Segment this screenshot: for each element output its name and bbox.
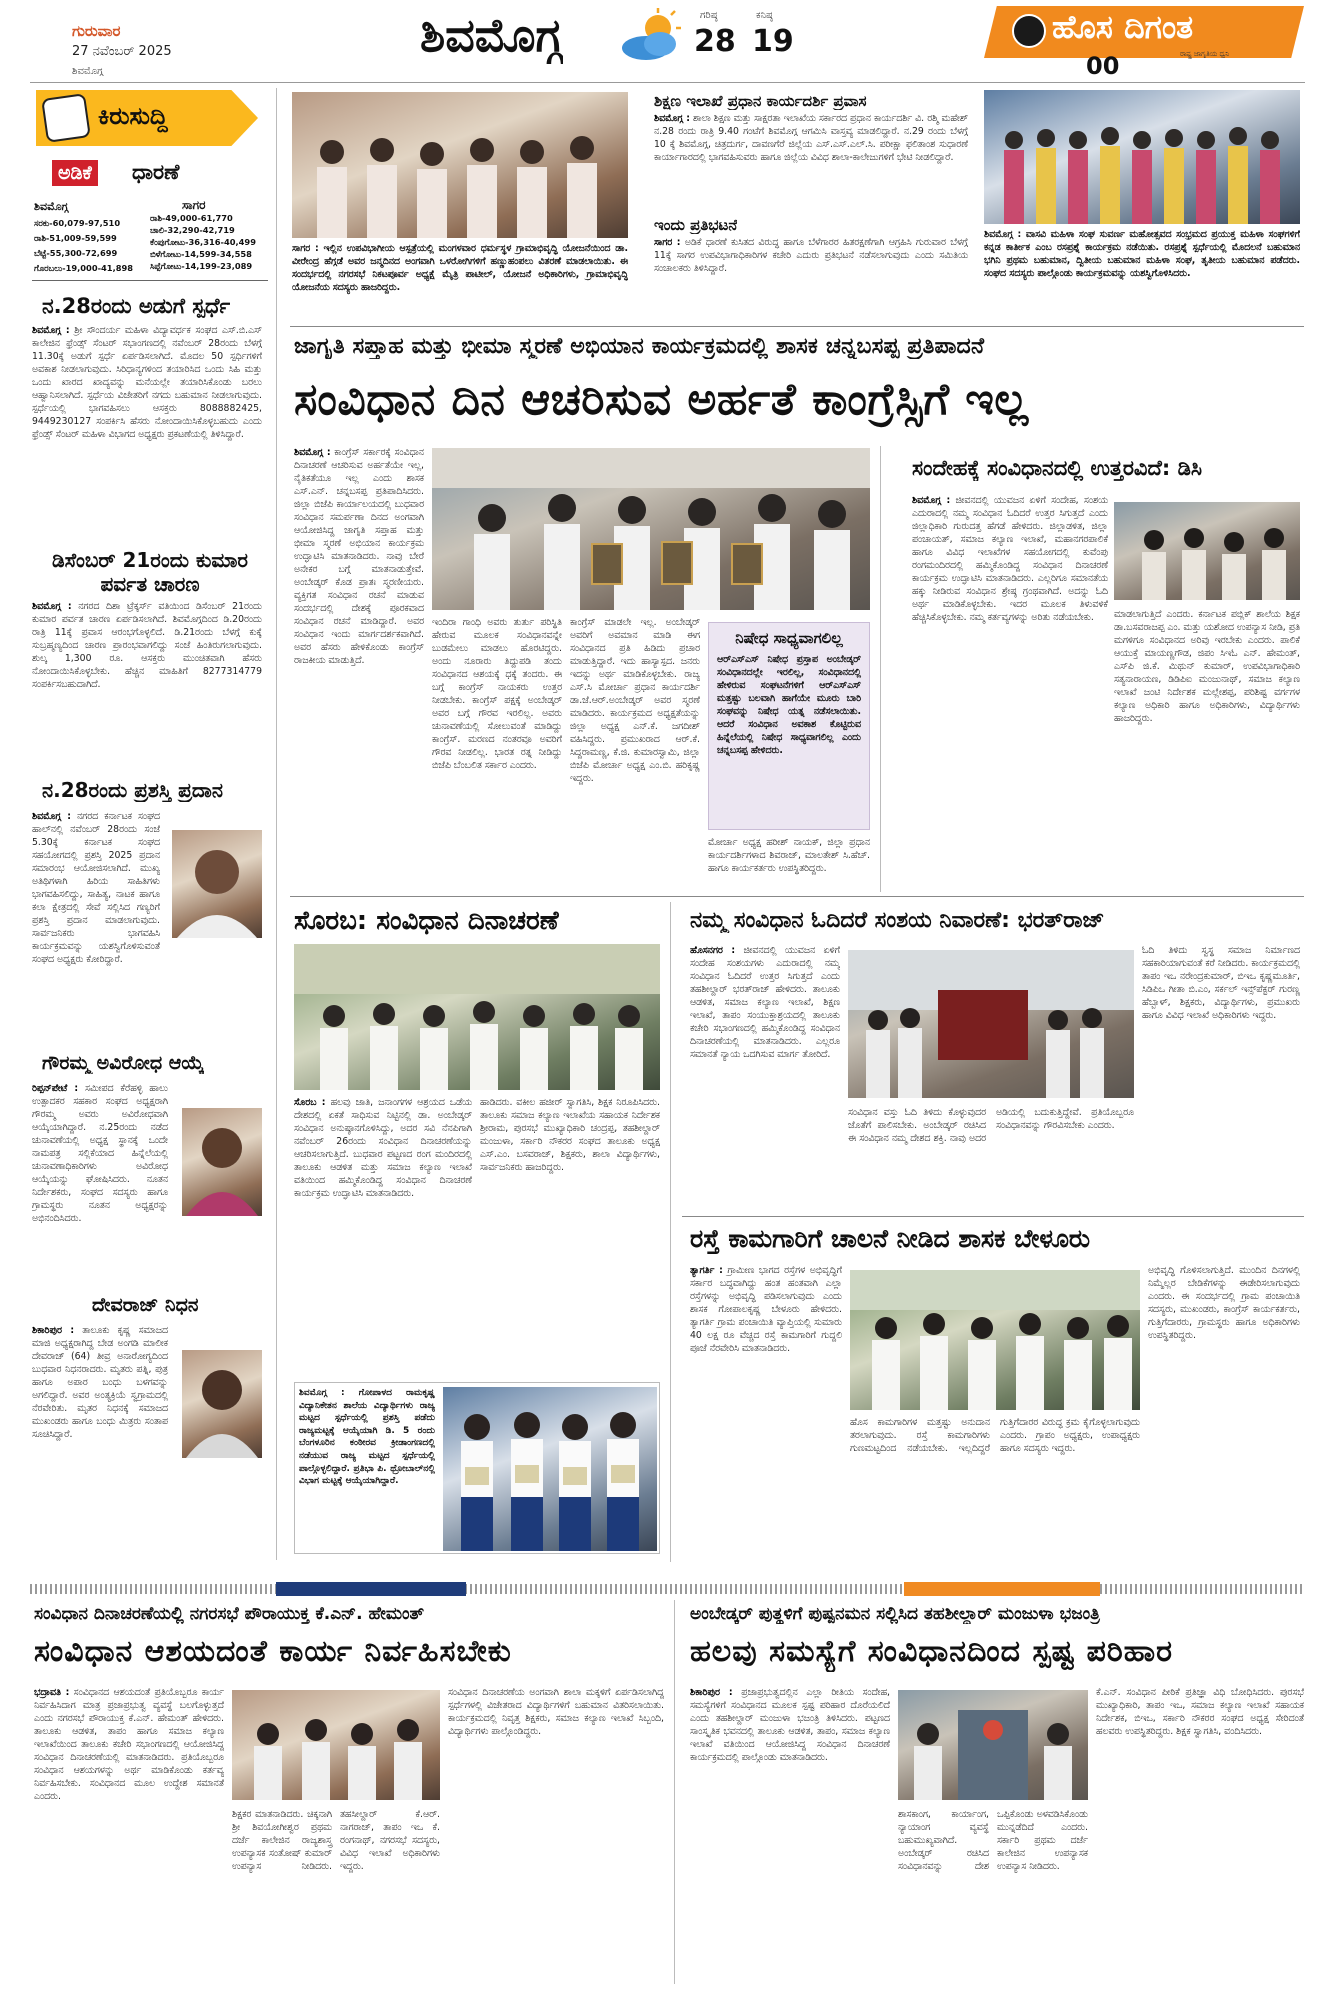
portrait-photo bbox=[182, 1350, 262, 1458]
dateline: ಸೊರಬ : bbox=[294, 1097, 326, 1108]
lead-photo bbox=[432, 448, 870, 610]
story-body: ಪ್ರಜಾಪ್ರಭುತ್ವದಲ್ಲಿನ ಎಲ್ಲಾ ರೀತಿಯ ಸಂದೇಹ, ಸಮಸ್ಯೆಗಳಿಗೆ ಸಂವಿಧಾನದ ಮೂಲಕ ಸ್ಪಷ್ಟ ಪರಿಹಾರ ದೊರೆಯಲಿದೆ ಎಂದು ತಹಶೀಲ್ದಾರ್ ಮಂಜುಳಾ ಭಜಂತ್ರಿ ತಿಳಿಸಿದರು. ಪಟ್ಟಣದ ಸಾಂಸ್ಕೃತಿಕ ಭವನದಲ್ಲಿ ತಾಲೂಕು ಆಡಳಿತ, ತಾಪಂ, ಸಮಾಜ ಕಲ್ಯಾಣ ಇಲಾಖೆ ವತಿಯಿಂದ ಆಯೋಜಿಸಿದ್ದ ಸಂವಿಧಾನ ದಿನಾಚರಣೆ ಕಾರ್ಯಕ್ರಮದಲ್ಲಿ ಪಾಲ್ಗೊಂಡು ಮಾತನಾಡಿದರು. bbox=[690, 1687, 890, 1763]
dateline: ಶಿವಮೊಗ್ಗ : bbox=[32, 811, 71, 822]
dateline: ಸಾಗರ : bbox=[654, 237, 681, 248]
sidebar-story-3 bbox=[32, 810, 160, 1046]
price-row: ರಾಶಿ-51,009-59,599 bbox=[34, 233, 117, 243]
column-divider bbox=[674, 1600, 675, 1984]
bottom-left-photo bbox=[232, 1690, 440, 1800]
sidebar-story-2 bbox=[32, 600, 262, 772]
story-body: ಕಾಂಗ್ರೆಸ್ ಮಾಡಲೇ ಇಲ್ಲ. ಅಂಬೇಡ್ಕರ್ ಅವರಿಗೆ ಅವಮಾನ ಮಾಡಿ ಈಗ ಸಂವಿಧಾನದ ಪ್ರತಿ ಹಿಡಿದು ಪ್ರಚಾರ ಮಾಡುತ್ತಿದ್ದಾರೆ. ಇದು ಹಾಸ್ಯಾಸ್ಪದ. ಜನರು ಇದನ್ನು ಅರ್ಥ ಮಾಡಿಕೊಳ್ಳಬೇಕು. ರಾಜ್ಯ ಎಸ್.ಸಿ ಮೋರ್ಚಾ ಪ್ರಧಾನ ಕಾರ್ಯದರ್ಶಿ ಡಾ.ಜೆ.ಆರ್.ಅಂಬೇಡ್ಕರ್ ಅವರ ಸ್ಮರಣೆ ಮಾಡಿದರು. ಕಾರ್ಯಕ್ರಮದ ಅಧ್ಯಕ್ಷತೆಯನ್ನು ಜಿಲ್ಲಾ ಅಧ್ಯಕ್ಷ ಎನ್.ಕೆ. ಜಗದೀಶ್ ವಹಿಸಿದ್ದರು. ಪ್ರಮುಖರಾದ ಆರ್.ಕೆ. ಸಿದ್ದರಾಮಣ್ಣ, ಕೆ.ಜಿ. ಕುಮಾರಸ್ವಾಮಿ, ಜಿಲ್ಲಾ ಬಿಜೆಪಿ ಮೋರ್ಚಾ ಅಧ್ಯಕ್ಷ ಎಂ.ಬಿ. ಹರಿಕೃಷ್ಣ ಇದ್ದರು. bbox=[570, 617, 700, 784]
sidebox-body: ಆರ್‌ಎಸ್‌ಎಸ್ ನಿಷೇಧ ಪ್ರಸ್ತಾಪ ಅಂಬೇಡ್ಕರ್ ಸಂವಿಧಾನದಲ್ಲೇ ಇರಲಿಲ್ಲ, ಸಂವಿಧಾನದಲ್ಲಿ ಹೇಳಿರುವ ಸಂಘಟನೆಗಳಿಗೆ ಆರ್‌ಎಸ್‌ಎಸ್ ಮತ್ತಷ್ಟು ಬಲವಾಗಿ ಹಾಗೆಯೇ ಮೂರು ಬಾರಿ ಸಂಘವನ್ನು ನಿಷೇಧ ಯತ್ನ ನಡೆಸಲಾಯಿತು. ಆದರೆ ಸಂವಿಧಾನ ಅವಕಾಶ ಕೊಟ್ಟಿರುವ ಹಿನ್ನೆಲೆಯಲ್ಲಿ ನಿಷೇಧ ಸಾಧ್ಯವಾಗಲಿಲ್ಲ ಎಂದು ಚನ್ನಬಸಪ್ಪ ಹೇಳಿದರು. bbox=[717, 654, 861, 756]
bottom-right-col-1 bbox=[690, 1686, 890, 1984]
portrait-photo bbox=[172, 830, 262, 938]
top-strip-rule bbox=[290, 326, 1304, 327]
story-body: ಹೊಸ ಕಾಮಗಾರಿಗಳ ಮತ್ತಷ್ಟು ಅನುದಾನ ತರಲಾಗುವುದು. ರಸ್ತೆ ಕಾಮಗಾರಿಗಳು ಗುಣಮಟ್ಟದಿಂದ ನಡೆಯಬೇಕು. ಇಲ್ಲದಿದ್ದರೆ ಗುತ್ತಿಗೆದಾರರ ವಿರುದ್ಧ ಕ್ರಮ ಕೈಗೊಳ್ಳಲಾಗುವುದು ಎಂದರು. ಗ್ರಾಪಂ ಅಧ್ಯಕ್ಷರು, ಉಪಾಧ್ಯಕ್ಷರು ಹಾಗೂ ಸದಸ್ಯರು ಇದ್ದರು. bbox=[850, 1417, 1140, 1454]
masthead-date: 27 ನವೆಂಬರ್ 2025 bbox=[72, 44, 172, 59]
soraba-headline: ಸೊರಬ: ಸಂವಿಧಾನ ದಿನಾಚರಣೆ bbox=[294, 906, 559, 936]
sidebar-story-5-title: ದೇವರಾಜ್ ನಿಧನ bbox=[92, 1294, 199, 1316]
sidebar-rule bbox=[32, 280, 268, 281]
dc-col-1 bbox=[912, 494, 1108, 888]
bottom-right-col-2 bbox=[898, 1808, 1088, 1984]
bharath-col-3 bbox=[1142, 944, 1300, 1212]
story-body: ಕೆ.ಎನ್. ಸಂವಿಧಾನ ಪೀಠಿಕೆ ಪ್ರತಿಜ್ಞಾ ವಿಧಿ ಬೋಧಿಸಿದರು. ಪುರಸಭೆ ಮುಖ್ಯಾಧಿಕಾರಿ, ತಾಪಂ ಇಒ, ಸಮಾಜ ಕಲ್ಯಾಣ ಇಲಾಖೆ ಸಹಾಯಕ ನಿರ್ದೇಶಕ, ಬಿಇಒ, ಸರ್ಕಾರಿ ನೌಕರರ ಸಂಘದ ಅಧ್ಯಕ್ಷ ಸೇರಿದಂತೆ ಹಲವರು ಉಪಸ್ಥಿತರಿದ್ದರು. ಶಿಕ್ಷಕ ಸ್ವಾಗತಿಸಿ, ವಂದಿಸಿದರು. bbox=[1096, 1687, 1304, 1737]
beluru-headline: ರಸ್ತೆ ಕಾಮಗಾರಿಗೆ ಚಾಲನೆ ನೀಡಿದ ಶಾಸಕ ಬೇಳೂರು bbox=[690, 1224, 1091, 1253]
bharath-photo bbox=[848, 950, 1134, 1098]
price-col2 bbox=[150, 212, 268, 272]
separator-accent-blue bbox=[276, 1582, 466, 1596]
story-body: ಜೀವನದಲ್ಲಿ ಯುವಜನ ಏಳಿಗೆ ಸಂದೇಹ, ಸಂಶಯ ಎದುರಾದಲ್ಲಿ ನಮ್ಮ ಸಂವಿಧಾನ ಓದಿದರೆ ಉತ್ತರ ಸಿಗುತ್ತದೆ ಎಂದು ಜಿಲ್ಲಾಧಿಕಾರಿ ಗುರುದತ್ತ ಹೆಗಡೆ ಹೇಳಿದರು. ಜಿಲ್ಲಾಡಳಿತ, ಜಿಲ್ಲಾ ಪಂಚಾಯತ್, ಸಮಾಜ ಕಲ್ಯಾಣ ಇಲಾಖೆ, ಮಹಾನಗರಪಾಲಿಕೆ ಹಾಗೂ ವಿವಿಧ ಇಲಾಖೆಗಳ ಸಹಯೋಗದಲ್ಲಿ ಕುವೆಂಪು ರಂಗಮಂದಿರದಲ್ಲಿ ಹಮ್ಮಿಕೊಂಡಿದ್ದ ಸಂವಿಧಾನ ದಿನಾಚರಣೆ ಕಾರ್ಯಕ್ರಮ ಉದ್ಘಾಟಿಸಿ ಮಾತನಾಡಿದರು. ಎಲ್ಲರಿಗೂ ಸಮಾನತೆಯ ಹಕ್ಕು ನೀಡಿರುವ ಸಂವಿಧಾನ ಶ್ರೇಷ್ಠ ಗ್ರಂಥವಾಗಿದೆ. ಅದನ್ನು ಓದಿ ಅರ್ಥ ಮಾಡಿಕೊಳ್ಳಬೇಕು. ಇದರ ಮೂಲಕ ತಿಳುವಳಿಕೆ ಹೆಚ್ಚಿಸಿಕೊಳ್ಳಬೇಕು. ನಮ್ಮ ಕರ್ತವ್ಯಗಳನ್ನು ಅರಿತು ನಡೆಯಬೇಕು. bbox=[912, 495, 1108, 623]
sidebox-title: ನಿಷೇಧ ಸಾಧ್ಯವಾಗಲಿಲ್ಲ bbox=[735, 629, 843, 647]
section-rule bbox=[290, 896, 1304, 897]
top-photo-1 bbox=[292, 92, 628, 238]
top-photo-2 bbox=[984, 90, 1300, 224]
story-body: ಅಡಿಕೆ ಧಾರಣೆ ಕುಸಿತದ ವಿರುದ್ಧ ಹಾಗೂ ಬೆಳೆಗಾರರ ಹಿತರಕ್ಷಣೆಗಾಗಿ ಆಗ್ರಹಿಸಿ ಗುರುವಾರ ಬೆಳಗ್ಗೆ 11ಕ್ಕೆ ಸಾಗರ ಉಪವಿಭಾಗಾಧಿಕಾರಿಗಳ ಕಚೇರಿ ಎದುರು ಪ್ರತಿಭಟನೆ ನಡೆಸಲಾಗುವುದು ಎಂದು ಸಮಿತಿಯ ಸಂಚಾಲಕರು ತಿಳಿಸಿದ್ದಾರೆ. bbox=[654, 237, 968, 274]
dateline: ಶಿವಮೊಗ್ಗ : bbox=[912, 495, 951, 506]
top-story-1 bbox=[654, 112, 968, 216]
price-row: ಸಿಪ್ಪೆಗೋಟು-14,199-23,089 bbox=[150, 261, 253, 271]
price-row: ಸರಕು-60,079-97,510 bbox=[34, 218, 121, 228]
beluru-photo bbox=[850, 1270, 1140, 1410]
lead-col-1 bbox=[294, 446, 424, 886]
top-photo-2-caption: ಶಿವಮೊಗ್ಗ : ವಾಸವಿ ಮಹಿಳಾ ಸಂಘ ಸುವರ್ಣ ಮಹೋತ್ಸವದ ಸಂಭ್ರಮದ ಪ್ರಯುಕ್ತ ಮಹಿಳಾ ಸಂಘಗಳಿಗೆ ಕನ್ನಡ ಕಾರ್ತೀಕ ಎಂಬ ರಸಪ್ರಶ್ನೆ ಕಾರ್ಯಕ್ರಮ ನಡೆಯಿತು. ರಸಪ್ರಶ್ನೆ ಸ್ಪರ್ಧೆಯಲ್ಲಿ ಮೊದಲನೆ ಬಹುಮಾನ ಭಗಿನಿ ಪ್ರಥಮ ಬಹುಮಾನ, ದ್ವಿತೀಯ ಬಹುಮಾನ ಮಹಿಳಾ ಸಂಘ, ತೃತೀಯ ಬಹುಮಾನ ಪಡೆದರು. ಸಂಘದ ಸದಸ್ಯರು ಪಾಲ್ಗೊಂಡು ಕಾರ್ಯಕ್ರಮವನ್ನು ಯಶಸ್ವಿಗೊಳಿಸಿದರು. bbox=[984, 229, 1300, 279]
price-col1-title: ಶಿವಮೊಗ್ಗ bbox=[34, 200, 69, 213]
story-body: ಮೋರ್ಚಾ ಅಧ್ಯಕ್ಷ ಹರೀಶ್ ನಾಯಕ್, ಜಿಲ್ಲಾ ಪ್ರಧಾನ ಕಾರ್ಯದರ್ಶಿಗಳಾದ ಶಿವರಾಜ್, ಮಾಲತೇಶ್ ಸಿ.ಹೆಚ್. ಹಾಗೂ ಕಾರ್ಯಕರ್ತರು ಉಪಸ್ಥಿತರಿದ್ದರು. bbox=[708, 837, 870, 874]
soraba-col-1 bbox=[294, 1096, 472, 1374]
column-divider bbox=[670, 902, 671, 1562]
soraba-col-2 bbox=[480, 1096, 660, 1374]
price-row: ಬಿಳೆಗೋಟು-14,599-34,558 bbox=[150, 249, 252, 259]
dc-photo bbox=[1114, 502, 1300, 600]
dateline: ಶಿವಮೊಗ್ಗ : bbox=[294, 447, 331, 458]
dc-col-2 bbox=[1114, 608, 1300, 888]
weather-icon bbox=[618, 8, 688, 64]
sidebar-story-1-title: ನ.28ರಂದು ಅಡುಗೆ ಸ್ಪರ್ಧೆ bbox=[42, 294, 231, 318]
dateline: ಶಿವಮೊಗ್ಗ : bbox=[32, 601, 72, 612]
award-photo bbox=[443, 1387, 657, 1551]
page-number: 00 bbox=[1086, 52, 1120, 80]
top-photo-1-caption: ಸಾಗರ : ಇಲ್ಲಿನ ಉಪವಿಭಾಗೀಯ ಆಸ್ಪತ್ರೆಯಲ್ಲಿ ಮಂಗಳವಾರ ಧರ್ಮಸ್ಥಳ ಗ್ರಾಮಾಭಿವೃದ್ಧಿ ಯೋಜನೆಯಿಂದ ಡಾ. ವೀರೇಂದ್ರ ಹೆಗ್ಗಡೆ ಅವರ ಜನ್ಮದಿನದ ಅಂಗವಾಗಿ ಒಳರೋಗಿಗಳಿಗೆ ಹಣ್ಣುಹಂಪಲು ವಿತರಣೆ ಮಾಡಲಾಯಿತು. ಈ ಸಂದರ್ಭದಲ್ಲಿ ನಗರಸಭೆ ನಿಕಟಪೂರ್ವ ಅಧ್ಯಕ್ಷೆ ಮೈತ್ರಿ ಪಾಟೀಲ್, ಯೋಜನೆ ಅಧಿಕಾರಿಗಳು, ಗ್ರಾಮಾಭಿವೃದ್ಧಿ ಯೋಜನೆಯ ಸದಸ್ಯರು ಹಾಜರಿದ್ದರು. bbox=[292, 243, 628, 293]
bottom-left-col-2 bbox=[232, 1808, 440, 1984]
dateline: ರಿಪ್ಪನ್‌ಪೇಟೆ : bbox=[32, 1083, 79, 1094]
story-body: ಇಂದಿರಾ ಗಾಂಧಿ ಅವರು ತುರ್ತು ಪರಿಸ್ಥಿತಿ ಹೇರುವ ಮೂಲಕ ಸಂವಿಧಾನವನ್ನೇ ಬುಡಮೇಲು ಮಾಡಲು ಹೊರಟಿದ್ದರು. ಅಂದು ನೂರಾರು ತಿದ್ದುಪಡಿ ತಂದು ಸಂವಿಧಾನದ ಆಶಯಕ್ಕೆ ಧಕ್ಕೆ ತಂದರು. ಈ ಬಗ್ಗೆ ಕಾಂಗ್ರೆಸ್ ನಾಯಕರು ಉತ್ತರ ನೀಡಬೇಕು. ಕಾಂಗ್ರೆಸ್ ಪಕ್ಷಕ್ಕೆ ಅಂಬೇಡ್ಕರ್ ಅವರ ಬಗ್ಗೆ ಗೌರವ ಇರಲಿಲ್ಲ. ಅವರು ಚುನಾವಣೆಯಲ್ಲಿ ಸೋಲುವಂತೆ ಮಾಡಿದ್ದು ಕಾಂಗ್ರೆಸ್. ಮರಣದ ನಂತರವೂ ಅವರಿಗೆ ಗೌರವ ನೀಡಲಿಲ್ಲ. ಭಾರತ ರತ್ನ ನೀಡಿದ್ದು ಬಿಜೆಪಿ ಬೆಂಬಲಿತ ಸರ್ಕಾರ ಎಂದರು. bbox=[432, 617, 562, 771]
paper-name: ಹೊಸ ದಿಗಂತ bbox=[1052, 8, 1194, 46]
award-text: ಶಿವಮೊಗ್ಗ : ಗೋಪಾಳದ ರಾಮಕೃಷ್ಣ ವಿದ್ಯಾನಿಕೇತನ ಶಾಲೆಯ ವಿದ್ಯಾರ್ಥಿಗಳು ರಾಜ್ಯ ಮಟ್ಟದ ಸ್ಪರ್ಧೆಯಲ್ಲಿ ಪ್ರಶಸ್ತಿ ಪಡೆದು ರಾಜ್ಯಮಟ್ಟಕ್ಕೆ ಆಯ್ಕೆಯಾಗಿ ಡಿ. 5 ರಂದು ಬೆಂಗಳೂರಿನ ಕಂಠೀರವ ಕ್ರೀಡಾಂಗಣದಲ್ಲಿ ನಡೆಯುವ ರಾಜ್ಯ ಮಟ್ಟದ ಸ್ಪರ್ಧೆಯಲ್ಲಿ ಪಾಲ್ಗೊಳ್ಳಲಿದ್ದಾರೆ. ಪ್ರತಿಭಾ ಪಿ. ಥ್ರೋಬಾಲ್‌ನಲ್ಲಿ ವಿಭಾಗ ಮಟ್ಟಕ್ಕೆ ಆಯ್ಕೆಯಾಗಿದ್ದಾರೆ. bbox=[299, 1388, 435, 1487]
sidebar-story-3-title: ನ.28ರಂದು ಪ್ರಶಸ್ತಿ ಪ್ರದಾನ bbox=[42, 778, 223, 802]
story-body: ಹಲವು ಜಾತಿ, ಜನಾಂಗಗಳ ಆಶ್ರಯದ ಒಡೆಯ ದೇಶದಲ್ಲಿ ಏಕತೆ ಸಾಧಿಸುವ ನಿಟ್ಟಿನಲ್ಲಿ ಡಾ. ಅಂಬೇಡ್ಕರ್ ಸಂವಿಧಾನ ಅನುಷ್ಠಾನಗೊಳಿಸಿದ್ದು, ಅದರ ಸವಿ ನೆನಪಿಗಾಗಿ ನವೆಂಬರ್ 26ರಂದು ಸಂವಿಧಾನ ದಿನಾಚರಣೆಯನ್ನು ಆಚರಿಸಲಾಗುತ್ತಿದೆ. ಬುಧವಾರ ಪಟ್ಟಣದ ರಂಗ ಮಂದಿರದಲ್ಲಿ ತಾಲೂಕು ಆಡಳಿತ ಮತ್ತು ಸಮಾಜ ಕಲ್ಯಾಣ ಇಲಾಖೆ ವತಿಯಿಂದ ಹಮ್ಮಿಕೊಂಡಿದ್ದ ಸಂವಿಧಾನ ದಿನಾಚರಣೆ ಕಾರ್ಯಕ್ರಮ ಉದ್ಘಾಟಿಸಿ ಮಾತನಾಡಿದರು. bbox=[294, 1097, 472, 1199]
award-box bbox=[294, 1382, 660, 1554]
price-row: ಚಾಲಿ-32,290-42,719 bbox=[150, 225, 235, 235]
story-body: ಶ್ರೀ ಸೌಂದರ್ಯ ಮಹಿಳಾ ವಿದ್ಯಾವರ್ಧಕ ಸಂಘದ ಎಸ್.ಬಿ.ಎಸ್ ಕಾಲೇಜಿನ ಫ್ರೆಂಡ್ಸ್ ಸೆಂಟರ್ ಸಭಾಂಗಣದಲ್ಲಿ ನವೆಂಬರ್ 28ರಂದು ಬೆಳಗ್ಗೆ 11.30ಕ್ಕೆ ಅಡುಗೆ ಸ್ಪರ್ಧೆ ಏರ್ಪಡಿಸಲಾಗಿದೆ. ಮೊದಲ 50 ಸ್ಪರ್ಧಿಗಳಿಗೆ ಅವಕಾಶ ನೀಡಲಾಗುವುದು. ಸಿರಿಧಾನ್ಯಗಳಿಂದ ತಯಾರಿಸಿದ ಒಂದು ಸಿಹಿ ಮತ್ತು ಒಂದು ಖಾರದ ಖಾದ್ಯವನ್ನು ಮನೆಯಲ್ಲೇ ತಯಾರಿಸಿಕೊಂಡು ಬರಲು ಆಹ್ವಾನಿಸಲಾಗಿದೆ. ಸ್ಪರ್ಧೆಯ ವಿಜೇತರಿಗೆ ನಗದು ಬಹುಮಾನ ನೀಡಲಾಗುವುದು. ಸ್ಪರ್ಧೆಯಲ್ಲಿ ಭಾಗವಹಿಸಲು ಆಸಕ್ತರು 8088882425, 9449230127 ಸಂಪರ್ಕಿಸಿ ಹೆಸರು ನೋಂದಾಯಿಸಿಕೊಳ್ಳಬಹುದು ಎಂದು ಫ್ರೆಂಡ್ಸ್ ಸೆಂಟರ್ ಮಹಿಳಾ ವಿಭಾಗದ ಅಧ್ಯಕ್ಷರು ಪ್ರಕಟಣೆಯಲ್ಲಿ ತಿಳಿಸಿದ್ದಾರೆ. bbox=[32, 325, 262, 440]
lead-sidebox bbox=[708, 622, 870, 830]
story-body: ಮಾಡಲಾಗುತ್ತಿದೆ ಎಂದರು. ಕರ್ನಾಟಕ ಪಬ್ಲಿಕ್ ಶಾಲೆಯ ಶಿಕ್ಷಕ ಡಾ.ಬಸವರಾಜಪ್ಪ ಎಂ. ಮತ್ತು ಯಶೋದ ಉಪನ್ಯಾಸ ನೀಡಿ, ಪ್ರತಿ ಮಗಳಿಗೂ ಸಂವಿಧಾನದ ಅರಿವು ಇರಬೇಕು ಎಂದರು. ಪಾಲಿಕೆ ಆಯುಕ್ತೆ ಮಾಯಣ್ಣಗೌಡ, ಜಿಪಂ ಸಿಇಓ ಎನ್. ಹೇಮಂತ್, ಎಸ್‌ಪಿ ಜಿ.ಕೆ. ಮಿಥುನ್ ಕುಮಾರ್, ಉಪವಿಭಾಗಾಧಿಕಾರಿ ಸತ್ಯನಾರಾಯಣ, ಡಿಡಿಪಿಐ ಮಂಜುನಾಥ್, ಸಮಾಜ ಕಲ್ಯಾಣ ಇಲಾಖೆ ಜಂಟಿ ನಿರ್ದೇಶಕ ಮಲ್ಲೇಶಪ್ಪ, ಪರಿಶಿಷ್ಟ ವರ್ಗಗಳ ಕಲ್ಯಾಣ ಅಧಿಕಾರಿ ಹಾಗೂ ಅಧಿಕಾರಿಗಳು, ವಿದ್ಯಾರ್ಥಿಗಳು ಹಾಜರಿದ್ದರು. bbox=[1114, 609, 1300, 724]
lead-headline: ಸಂವಿಧಾನ ದಿನ ಆಚರಿಸುವ ಅರ್ಹತೆ ಕಾಂಗ್ರೆಸ್ಸಿಗೆ ಇಲ್ಲ bbox=[294, 374, 1029, 425]
dateline: ಶಿವಮೊಗ್ಗ : bbox=[654, 113, 690, 124]
story-body: ಜೀವನದಲ್ಲಿ ಯುವಜನ ಏಳಿಗೆ ಸಂದೇಹ ಸಂಶಯಗಳು ಎದುರಾದಲ್ಲಿ ನಮ್ಮ ಸಂವಿಧಾನ ಓದಿದರೆ ಉತ್ತರ ಸಿಗುತ್ತದೆ ಎಂದು ತಹಶೀಲ್ದಾರ್ ಭರತ್‌ರಾಜ್ ಹೇಳಿದರು. ತಾಲೂಕು ಆಡಳಿತ, ಸಮಾಜ ಕಲ್ಯಾಣ ಇಲಾಖೆ, ಶಿಕ್ಷಣ ಇಲಾಖೆ, ತಾಪಂ ಸಂಯುಕ್ತಾಶ್ರಯದಲ್ಲಿ ತಾಲೂಕು ಕಚೇರಿ ಸಭಾಂಗಣದಲ್ಲಿ ಹಮ್ಮಿಕೊಂಡಿದ್ದ ಸಂವಿಧಾನ ದಿನಾಚರಣೆಯಲ್ಲಿ ಮಾತನಾಡಿದರು. ಎಲ್ಲರೂ ಸಮಾನತೆ ನ್ಯಾಯ ಒದಗಿಸುವ ಮಾರ್ಗ ತೋರಿದೆ. bbox=[690, 945, 840, 1060]
price-col2-title: ಸಾಗರ bbox=[182, 198, 206, 212]
top-story-1-title: ಶಿಕ್ಷಣ ಇಲಾಖೆ ಪ್ರಧಾನ ಕಾರ್ಯದರ್ಶಿ ಪ್ರವಾಸ bbox=[654, 92, 867, 110]
top-story-2 bbox=[654, 236, 968, 318]
story-body: ಹಾಡಿದರು. ವಕೀಲ ಹಜೀರ್ ಸ್ವಾಗತಿಸಿ, ಶಿಕ್ಷಕ ನಿರೂಪಿಸಿದರು. ತಾಲೂಕು ಸಮಾಜ ಕಲ್ಯಾಣ ಇಲಾಖೆಯ ಸಹಾಯಕ ನಿರ್ದೇಶಕ ಶ್ರೀರಾಮ, ಪುರಸಭೆ ಮುಖ್ಯಾಧಿಕಾರಿ ಚಂದ್ರಪ್ಪ, ತಹಶೀಲ್ದಾರ್ ಮಂಜುಳಾ, ಸರ್ಕಾರಿ ನೌಕರರ ಸಂಘದ ತಾಲೂಕು ಅಧ್ಯಕ್ಷ ಎಸ್.ಎಂ. ಬಸವರಾಜ್, ಶಿಕ್ಷಕರು, ಶಾಲಾ ವಿದ್ಯಾರ್ಥಿಗಳು, ಸಾರ್ವಜನಿಕರು ಹಾಜರಿದ್ದರು. bbox=[480, 1097, 660, 1173]
paper-logo-icon bbox=[1012, 14, 1046, 48]
adike-label: ಅಡಿಕೆ bbox=[52, 160, 98, 186]
dateline: ಶಿವಮೊಗ್ಗ : bbox=[32, 325, 70, 336]
dateline: ಭದ್ರಾವತಿ : bbox=[34, 1687, 70, 1698]
masthead-city: ಶಿವಮೊಗ್ಗ bbox=[420, 8, 563, 62]
story-body: ಗ್ರಾಮೀಣ ಭಾಗದ ರಸ್ತೆಗಳ ಅಭಿವೃದ್ಧಿಗೆ ಸರ್ಕಾರ ಬದ್ಧವಾಗಿದ್ದು ಹಂತ ಹಂತವಾಗಿ ಎಲ್ಲಾ ರಸ್ತೆಗಳನ್ನು ಅಭಿವೃದ್ಧಿ ಪಡಿಸಲಾಗುವುದು ಎಂದು ಶಾಸಕ ಗೋಪಾಲಕೃಷ್ಣ ಬೇಳೂರು ಹೇಳಿದರು. ತ್ಯಾಗರ್ತಿ ಗ್ರಾಮ ಪಂಚಾಯಿತಿ ವ್ಯಾಪ್ತಿಯಲ್ಲಿ ಸುಮಾರು 40 ಲಕ್ಷ ರೂ ವೆಚ್ಚದ ರಸ್ತೆ ಕಾಮಗಾರಿಗೆ ಗುದ್ದಲಿ ಪೂಜೆ ನೆರವೇರಿಸಿ ಮಾತನಾಡಿದರು. bbox=[690, 1265, 842, 1354]
price-col1 bbox=[34, 216, 150, 276]
bottom-right-kicker: ಅಂಬೇಡ್ಕರ್ ಪುತ್ಥಳಿಗೆ ಪುಷ್ಪನಮನ ಸಲ್ಲಿಸಿದ ತಹಶೀಲ್ದಾರ್ ಮಂಜುಳಾ ಭಜಂತ್ರಿ bbox=[690, 1604, 1100, 1624]
lead-col-2 bbox=[432, 616, 562, 888]
story-body: ಕಾಂಗ್ರೆಸ್ ಸರ್ಕಾರಕ್ಕೆ ಸಂವಿಧಾನ ದಿನಾಚರಣೆ ಆಚರಿಸುವ ಅರ್ಹತೆಯೇ ಇಲ್ಲ, ನೈತಿಕತೆಯೂ ಇಲ್ಲ ಎಂದು ಶಾಸಕ ಎಸ್.ಎನ್. ಚನ್ನಬಸಪ್ಪ ಪ್ರತಿಪಾದಿಸಿದರು. ಜಿಲ್ಲಾ ಬಿಜೆಪಿ ಕಾರ್ಯಾಲಯದಲ್ಲಿ ಬುಧವಾರ ಸಂವಿಧಾನ ಸಮರ್ಪಣಾ ದಿನದ ಅಂಗವಾಗಿ ಆಯೋಜಿಸಿದ್ದ ಜಾಗೃತಿ ಸಪ್ತಾಹ ಮತ್ತು ಭೀಮಾ ಸ್ಮರಣೆ ಅಭಿಯಾನ ಕಾರ್ಯಕ್ರಮ ಉದ್ಘಾಟಿಸಿ ಮಾತನಾಡಿದರು. ನಾವು ಬೇರೆ ಅನೇಕರ ಬಗ್ಗೆ ಮಾತನಾಡುತ್ತೇವೆ. ಅಂಬೇಡ್ಕರ್ ಕೊಡ ಪ್ರಾತಃ ಸ್ಮರಣೀಯರು. ವ್ಯಕ್ತಿಗತ ಸಂವಿಧಾನ ರಚನೆ ಮಾಡುವ ಸಂದರ್ಭದಲ್ಲಿ ದೇಶಕ್ಕೆ ಪೂರಕವಾದ ಸಂವಿಧಾನ ರಚನೆ ಮಾಡಿದ್ದಾರೆ. ಅವರ ಸಂವಿಧಾನ ಇಂದು ಮಾರ್ಗದರ್ಶಕವಾಗಿದೆ. ಅವರ ಹೆಸರು ಹೇಳಿಕೊಂಡು ಕಾಂಗ್ರೆಸ್ ರಾಜಕೀಯ ಮಾಡುತ್ತಿದೆ. bbox=[294, 447, 424, 666]
section-rule bbox=[682, 1216, 1304, 1217]
bottom-right-headline: ಹಲವು ಸಮಸ್ಯೆಗೆ ಸಂವಿಧಾನದಿಂದ ಸ್ಪಷ್ಟ ಪರಿಹಾರ bbox=[690, 1634, 1174, 1669]
dc-headline: ಸಂದೇಹಕ್ಕೆ ಸಂವಿಧಾನದಲ್ಲಿ ಉತ್ತರವಿದೆ: ಡಿಸಿ bbox=[912, 456, 1202, 480]
story-body: ಓದಿ ತಿಳಿದು ಸ್ವಸ್ಥ ಸಮಾಜ ನಿರ್ಮಾಣದ ಸಹಕಾರಿಯಾಗುವಂತೆ ಕರೆ ನೀಡಿದರು. ಕಾರ್ಯಕ್ರಮದಲ್ಲಿ ತಾಪಂ ಇಒ ನರೇಂದ್ರಕುಮಾರ್, ಬಿಇಒ ಕೃಷ್ಣಮೂರ್ತಿ, ಸಿಡಿಪಿಒ ಗೀತಾ ಬಿ.ಎಂ, ಸರ್ಕಲ್ ಇನ್ಸ್‌ಪೆಕ್ಟರ್ ಗುರಣ್ಣ ಹೆಬ್ಬಾಳ್, ಶಿಕ್ಷಕರು, ವಿದ್ಯಾರ್ಥಿಗಳು, ಪ್ರಮುಖರು ಹಾಗೂ ವಿವಿಧ ಇಲಾಖೆ ಅಧಿಕಾರಿಗಳು ಇದ್ದರು. bbox=[1142, 945, 1300, 1021]
portrait-photo bbox=[182, 1108, 262, 1216]
bottom-left-kicker: ಸಂವಿಧಾನ ದಿನಾಚರಣೆಯಲ್ಲಿ ನಗರಸಭೆ ಪೌರಾಯುಕ್ತ ಕೆ.ಎನ್. ಹೇಮಂತ್ bbox=[34, 1604, 425, 1624]
bottom-left-col-3 bbox=[448, 1686, 664, 1984]
beluru-col-3 bbox=[1148, 1264, 1300, 1554]
story-body: ಸಂವಿಧಾನ ವಸ್ತು ಓದಿ ತಿಳಿದು ಕೊಳ್ಳುವುದರ ಜೊತೆಗೆ ಪಾಲಿಸಬೇಕು. ಅಂಬೇಡ್ಕರ್ ರಚಿಸಿದ ಈ ಸಂವಿಧಾನ ನಮ್ಮ ದೇಶದ ಶಕ್ತಿ. ನಾವು ಅದರ ಅಡಿಯಲ್ಲಿ ಬದುಕುತ್ತಿದ್ದೇವೆ. ಪ್ರತಿಯೊಬ್ಬರೂ ಸಂವಿಧಾನವನ್ನು ಗೌರವಿಸಬೇಕು ಎಂದರು. bbox=[848, 1107, 1134, 1144]
min-temp-label: ಕನಿಷ್ಠ bbox=[756, 10, 773, 21]
lead-col-3 bbox=[570, 616, 700, 888]
story-body: ಶಾಸಕಾಂಗ, ಕಾರ್ಯಾಂಗ, ನ್ಯಾಯಾಂಗ ವ್ಯವಸ್ಥೆ ಬಹುಮುಖ್ಯವಾಗಿದೆ. ಅಂಬೇಡ್ಕರ್ ರಚಿಸಿದ ಸಂವಿಧಾನವನ್ನು ದೇಶ ಒಪ್ಪಿಕೊಂಡು ಅಳವಡಿಸಿಕೊಂಡು ಮುನ್ನಡೆದಿದೆ ಎಂದರು. ಸರ್ಕಾರಿ ಪ್ರಥಮ ದರ್ಜೆ ಕಾಲೇಜಿನ ಉಪನ್ಯಾಸಕ ಉಪನ್ಯಾಸ ನೀಡಿದರು. bbox=[898, 1809, 1088, 1872]
bottom-right-col-3 bbox=[1096, 1686, 1304, 1984]
lead-kicker: ಜಾಗೃತಿ ಸಪ್ತಾಹ ಮತ್ತು ಭೀಮಾ ಸ್ಮರಣೆ ಅಭಿಯಾನ ಕಾರ್ಯಕ್ರಮದಲ್ಲಿ ಶಾಸಕ ಚನ್ನಬಸಪ್ಪ ಪ್ರತಿಪಾದನೆ bbox=[294, 334, 985, 359]
beluru-col-1 bbox=[690, 1264, 842, 1554]
column-divider bbox=[880, 446, 881, 892]
bharath-col-1 bbox=[690, 944, 840, 1212]
story-body: ಶಿಕ್ಷಕರ ಮಾತನಾಡಿದರು. ಚಿಕ್ಕನಾಗಿ ಶ್ರೀ ಶಿವಯೋಗೀಶ್ವರ ಪ್ರಥಮ ದರ್ಜೆ ಕಾಲೇಜಿನ ರಾಜ್ಯಶಾಸ್ತ್ರ ಉಪನ್ಯಾಸಕ ಸಂತೋಷ್ ಕುಮಾರ್ ಉಪನ್ಯಾಸ ನೀಡಿದರು. ತಹಸೀಲ್ದಾರ್ ಕೆ.ಆರ್. ನಾಗರಾಜ್, ತಾಪಂ ಇಒ ಕೆ. ರಂಗನಾಥ್, ನಗರಸಭೆ ಸದಸ್ಯರು, ವಿವಿಧ ಇಲಾಖೆ ಅಧಿಕಾರಿಗಳು ಇದ್ದರು. bbox=[232, 1809, 440, 1872]
top-story-2-title: ಇಂದು ಪ್ರತಿಭಟನೆ bbox=[654, 216, 738, 234]
soraba-photo bbox=[294, 944, 660, 1090]
masthead bbox=[0, 0, 1335, 80]
story-body: ಸಂವಿಧಾನ ದಿನಾಚರಣೆಯ ಅಂಗವಾಗಿ ಶಾಲಾ ಮಕ್ಕಳಿಗೆ ಏರ್ಪಡಿಸಲಾಗಿದ್ದ ಸ್ಪರ್ಧೆಗಳಲ್ಲಿ ವಿಜೇತರಾದ ವಿದ್ಯಾರ್ಥಿಗಳಿಗೆ ಬಹುಮಾನ ವಿತರಿಸಲಾಯಿತು. ಕಾರ್ಯಕ್ರಮದಲ್ಲಿ ನಿವೃತ್ತ ಶಿಕ್ಷಕರು, ಸಮಾಜ ಕಲ್ಯಾಣ ಇಲಾಖೆ ಸಿಬ್ಬಂದಿ, ವಿದ್ಯಾರ್ಥಿಗಳು ಪಾಲ್ಗೊಂಡಿದ್ದರು. bbox=[448, 1687, 664, 1737]
story-body: ನಗರದ ದಿಶಾ ಟ್ರೆಕ್ಕರ್ಸ್ ವತಿಯಿಂದ ಡಿಸೆಂಬರ್ 21ರಂದು ಕುಮಾರ ಪರ್ವತ ಚಾರಣ ಏರ್ಪಡಿಸಲಾಗಿದೆ. ಶಿವಮೊಗ್ಗದಿಂದ ಡಿ.20ರಂದು ರಾತ್ರಿ 11ಕ್ಕೆ ಪ್ರವಾಸ ಆರಂಭಗೊಳ್ಳಲಿದೆ. ಡಿ.21ರಂದು ಬೆಳಗ್ಗೆ ಕುಕ್ಕೆ ಸುಬ್ರಹ್ಮಣ್ಯದಿಂದ ಚಾರಣ ಪ್ರಾರಂಭವಾಗಲಿದ್ದು ಸಂಜೆ ಹಿಂತಿರುಗಲಾಗುವುದು. ಶುಲ್ಕ 1,300 ರೂ. ಆಸಕ್ತರು ಮುಂಚಿತವಾಗಿ ಹೆಸರು ನೋಂದಾಯಿಸಿಕೊಳ್ಳಬೇಕು. ಹೆಚ್ಚಿನ ಮಾಹಿತಿಗೆ 8277314779 ಸಂಪರ್ಕಿಸಬಹುದಾಗಿದೆ. bbox=[32, 601, 262, 690]
price-row: ಗೊರಬಲು-19,000-41,898 bbox=[34, 263, 134, 273]
dateline: ಶಿಕಾರಿಪುರ : bbox=[32, 1325, 75, 1336]
masthead-rule bbox=[30, 82, 1305, 83]
bharath-headline: ನಮ್ಮ ಸಂವಿಧಾನ ಓದಿದರೆ ಸಂಶಯ ನಿವಾರಣೆ: ಭರತ್‌ರಾಜ್ bbox=[690, 908, 1105, 933]
story-body: ಅಭಿವೃದ್ಧಿ ಗೊಳಿಸಲಾಗುತ್ತಿದೆ. ಮುಂದಿನ ದಿನಗಳಲ್ಲಿ ನಿಮ್ಮೆಲ್ಲರ ಬೇಡಿಕೆಗಳನ್ನು ಈಡೇರಿಸಲಾಗುವುದು ಎಂದರು. ಈ ಸಂದರ್ಭದಲ್ಲಿ ಗ್ರಾಮ ಪಂಚಾಯಿತಿ ಸದಸ್ಯರು, ಮುಖಂಡರು, ಕಾಂಗ್ರೆಸ್ ಕಾರ್ಯಕರ್ತರು, ಗುತ್ತಿಗೆದಾರರು, ಗ್ರಾಮಸ್ಥರು ಹಾಗೂ ಅಧಿಕಾರಿಗಳು ಉಪಸ್ಥಿತರಿದ್ದರು. bbox=[1148, 1265, 1300, 1341]
bharath-col-2 bbox=[848, 1106, 1134, 1212]
kirusuddi-label: ಕಿರುಸುದ್ದಿ bbox=[98, 102, 168, 130]
bottom-left-headline: ಸಂವಿಧಾನ ಆಶಯದಂತೆ ಕಾರ್ಯ ನಿರ್ವಹಿಸಬೇಕು bbox=[34, 1634, 512, 1669]
lead-col-4 bbox=[708, 836, 870, 888]
sidebar-story-2-title: ಡಿಸೆಂಬರ್ 21ರಂದು ಕುಮಾರ ಪರ್ವತ ಚಾರಣ bbox=[52, 548, 248, 596]
dateline: ಶಿಕಾರಿಪುರ : bbox=[690, 1687, 733, 1698]
max-temp-label: ಗರಿಷ್ಠ bbox=[700, 10, 718, 21]
story-body: ನಗರದ ಕರ್ನಾಟಕ ಸಂಘದ ಹಾಲ್‌ನಲ್ಲಿ ನವೆಂಬರ್ 28ರಂದು ಸಂಜೆ 5.30ಕ್ಕೆ ಕರ್ನಾಟಕ ಸಂಘದ ಸಹಯೋಗದಲ್ಲಿ ಪ್ರಶಸ್ತಿ 2025 ಪ್ರದಾನ ಸಮಾರಂಭ ಆಯೋಜಿಸಲಾಗಿದೆ. ಮುಖ್ಯ ಅತಿಥಿಗಳಾಗಿ ಹಿರಿಯ ಸಾಹಿತಿಗಳು ಭಾಗವಹಿಸಲಿದ್ದು, ಸಾಹಿತ್ಯ, ನಾಟಕ ಹಾಗೂ ಕಲಾ ಕ್ಷೇತ್ರದಲ್ಲಿ ಸೇವೆ ಸಲ್ಲಿಸಿದ ಗಣ್ಯರಿಗೆ ಪ್ರಶಸ್ತಿ ಪ್ರದಾನ ಮಾಡಲಾಗುವುದು. ಸಾರ್ವಜನಿಕರು ಭಾಗವಹಿಸಿ ಕಾರ್ಯಕ್ರಮವನ್ನು ಯಶಸ್ವಿಗೊಳಿಸುವಂತೆ ಸಂಘದ ಅಧ್ಯಕ್ಷರು ಕೋರಿದ್ದಾರೆ. bbox=[32, 811, 160, 965]
dharane-label: ಧಾರಣೆ bbox=[132, 160, 180, 184]
dateline: ತ್ಯಾಗರ್ತಿ : bbox=[690, 1265, 723, 1276]
paper-tagline: ರಾಷ್ಟ್ರ ಜಾಗೃತಿಯ ಧ್ವನಿ bbox=[1180, 50, 1230, 58]
separator-accent-orange bbox=[904, 1582, 1100, 1596]
masthead-edition: ಶಿವಮೊಗ್ಗ bbox=[72, 66, 104, 77]
story-body: ಸಮೀಪದ ಕೆರೆಹಳ್ಳಿ ಹಾಲು ಉತ್ಪಾದಕರ ಸಹಕಾರ ಸಂಘದ ಅಧ್ಯಕ್ಷರಾಗಿ ಗೌರಮ್ಮ ಅವರು ಅವಿರೋಧವಾಗಿ ಆಯ್ಕೆಯಾಗಿದ್ದಾರೆ. ನ.25ರಂದು ನಡೆದ ಚುನಾವಣೆಯಲ್ಲಿ ಅಧ್ಯಕ್ಷ ಸ್ಥಾನಕ್ಕೆ ಒಂದೇ ನಾಮಪತ್ರ ಸಲ್ಲಿಕೆಯಾದ ಹಿನ್ನೆಲೆಯಲ್ಲಿ ಚುನಾವಣಾಧಿಕಾರಿಗಳು ಅವಿರೋಧ ಆಯ್ಕೆಯನ್ನು ಘೋಷಿಸಿದರು. ನೂತನ ನಿರ್ದೇಶಕರು, ಸಂಘದ ಸದಸ್ಯರು ಹಾಗೂ ಗ್ರಾಮಸ್ಥರು ನೂತನ ಅಧ್ಯಕ್ಷರನ್ನು ಅಭಿನಂದಿಸಿದರು. bbox=[32, 1083, 168, 1224]
min-temp: 19 bbox=[752, 24, 794, 59]
price-row: ರಾಶಿ-49,000-61,770 bbox=[150, 213, 233, 223]
beluru-col-2 bbox=[850, 1416, 1140, 1554]
sidebar bbox=[32, 88, 268, 1568]
story-body: ತಾಲೂಕು ಕೃಷ್ಣ ಸಮಾಜದ ಮಾಜಿ ಅಧ್ಯಕ್ಷರಾಗಿದ್ದ ಬೇಡ ಅಂಗಡಿ ಮಾಲೀಕ ದೇವರಾಜ್ (64) ತೀವ್ರ ಅನಾರೋಗ್ಯದಿಂದ ಬುಧವಾರ ನಿಧನರಾದರು. ಮೃತರು ಪತ್ನಿ, ಪುತ್ರ ಹಾಗೂ ಅಪಾರ ಬಂಧು ಬಳಗವನ್ನು ಅಗಲಿದ್ದಾರೆ. ಅವರ ಅಂತ್ಯಕ್ರಿಯೆ ಸ್ವಗ್ರಾಮದಲ್ಲಿ ನೆರವೇರಿತು. ಮೃತರ ನಿಧನಕ್ಕೆ ಸಮಾಜದ ಮುಖಂಡರು ಹಾಗೂ ಬಂಧು ಮಿತ್ರರು ಸಂತಾಪ ಸೂಚಿಸಿದ್ದಾರೆ. bbox=[32, 1325, 168, 1440]
story-body: ಶಾಲಾ ಶಿಕ್ಷಣ ಮತ್ತು ಸಾಕ್ಷರತಾ ಇಲಾಖೆಯ ಸರ್ಕಾರದ ಪ್ರಧಾನ ಕಾರ್ಯದರ್ಶಿ ವಿ. ರಶ್ಮಿ ಮಹೇಶ್ ನ.28 ರಂದು ರಾತ್ರಿ 9.40 ಗಂಟೆಗೆ ಶಿವಮೊಗ್ಗ ಆಗಮಿಸಿ ವಾಸ್ತವ್ಯ ಮಾಡಲಿದ್ದಾರೆ. ನ.29 ರಂದು ಬೆಳಗ್ಗೆ 10 ಕ್ಕೆ ಶಿವಮೊಗ್ಗ, ಚಿತ್ರದುರ್ಗ, ದಾವಣಗೆರೆ ಜಿಲ್ಲೆಯ ಎಸ್.ಎಸ್.ಎಲ್.ಸಿ. ಪರೀಕ್ಷಾ ಫಲಿತಾಂಶ ಸುಧಾರಣೆ ಕಾರ್ಯಾಗಾರದಲ್ಲಿ ಭಾಗವಹಿಸುವರು ಹಾಗೂ ಜಿಲ್ಲೆಯ ವಿವಿಧ ಶಾಲಾ-ಕಾಲೇಜುಗಳಿಗೆ ಭೇಟಿ ನೀಡಲಿದ್ದಾರೆ. bbox=[654, 113, 968, 163]
price-row: ಕೆಂಪುಗೋಟು-36,316-40,499 bbox=[150, 237, 256, 247]
hand-icon bbox=[41, 93, 91, 143]
bottom-left-col-1 bbox=[34, 1686, 224, 1984]
story-body: ಸಂವಿಧಾನದ ಆಶಯದಂತೆ ಪ್ರತಿಯೊಬ್ಬರೂ ಕಾರ್ಯ ನಿರ್ವಹಿಸಿದಾಗ ಮಾತ್ರ ಪ್ರಜಾಪ್ರಭುತ್ವ ವ್ಯವಸ್ಥೆ ಬಲಗೊಳ್ಳುತ್ತದೆ ಎಂದು ನಗರಸಭೆ ಪೌರಾಯುಕ್ತ ಕೆ.ಎನ್. ಹೇಮಂತ್ ಹೇಳಿದರು. ತಾಲೂಕು ಆಡಳಿತ, ತಾಪಂ ಹಾಗೂ ಸಮಾಜ ಕಲ್ಯಾಣ ಇಲಾಖೆಯಿಂದ ತಾಲೂಕು ಕಚೇರಿ ಸಭಾಂಗಣದಲ್ಲಿ ಆಯೋಜಿಸಿದ್ದ ಸಂವಿಧಾನ ದಿನಾಚರಣೆಯಲ್ಲಿ ಮಾತನಾಡಿದರು. ಪ್ರತಿಯೊಬ್ಬರೂ ಸಂವಿಧಾನ ಆಶಯಗಳನ್ನು ಅರ್ಥ ಮಾಡಿಕೊಂಡು ಕರ್ತವ್ಯ ನಿರ್ವಹಿಸಬೇಕು. ಸಂವಿಧಾನದ ಮೂಲ ಉದ್ದೇಶ ಸಮಾನತೆ ಎಂದರು. bbox=[34, 1687, 224, 1802]
price-row: ಬೆಟ್ಟೆ-55,300-72,699 bbox=[34, 248, 118, 258]
dateline: ಹೊಸನಗರ : bbox=[690, 945, 736, 956]
sidebar-story-5 bbox=[32, 1324, 168, 1564]
sidebar-story-1 bbox=[32, 324, 262, 546]
sidebar-divider bbox=[276, 88, 277, 1560]
section-separator bbox=[30, 1584, 1304, 1594]
max-temp: 28 bbox=[694, 24, 736, 59]
masthead-day: ಗುರುವಾರ bbox=[72, 22, 121, 40]
bottom-right-photo bbox=[898, 1690, 1088, 1800]
sidebar-story-4-title: ಗೌರಮ್ಮ ಅವಿರೋಧ ಆಯ್ಕೆ bbox=[42, 1052, 205, 1074]
